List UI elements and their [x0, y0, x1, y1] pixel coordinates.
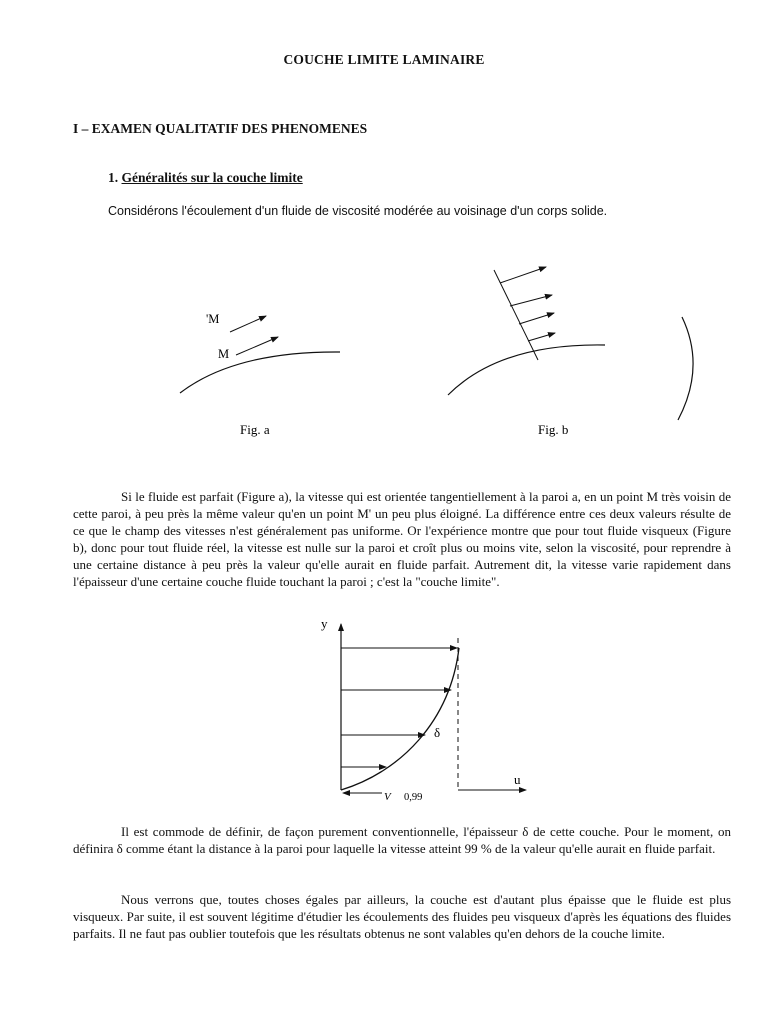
- fig-b-edge-curve: [678, 317, 693, 420]
- delta-label: δ: [434, 725, 441, 740]
- section-heading: I – EXAMEN QUALITATIF DES PHENOMENES: [73, 121, 368, 136]
- subsection-heading: [108, 170, 303, 186]
- paragraph-1-text: Si le fluide est parfait (Figure a), la vitesse qui est orientée tangentiellement à la paroi a, en un point M très voisin de cette paroi, à peu près la même valeur qu'en un point M' un peu plus éloigné. La différence entre ces deux valeurs résulte de ce que le champ des vitesses n'est généralement pas uniforme. Or l'expérience montre que pour tout fluide visqueux (Figure b), donc pour tout fluide réel, la vitesse est nulle sur la paroi et croît plus ou moins vite, selon la viscosité, pour reprendre à une certaine distance à peu près la valeur qu'elle aurait en fluide parfait. Autrement dit, la vitesse varie rapidement dans l'épaisseur d'une certaine couche fluide touchant la paroi ; c'est la "couche limite".: [73, 489, 731, 589]
- fig-b-arrow-2: [510, 295, 552, 306]
- fig-b-caption: Fig. b: [538, 422, 569, 437]
- subsection-label: Généralités sur la couche limite: [121, 170, 303, 185]
- fig-a-caption: Fig. a: [240, 422, 270, 437]
- intro-text: Considérons l'écoulement d'un fluide de viscosité modérée au voisinage d'un corps solide.: [108, 204, 608, 218]
- fig-b-arrow-4: [528, 333, 555, 341]
- v-factor: 0,99: [404, 792, 423, 803]
- fig-a-arrow-m: [236, 337, 278, 355]
- paragraph-2-text: Il est commode de définir, de façon purement conventionnelle, l'épaisseur δ de cette couche. Pour le moment, on définira δ comme étant la distance à la paroi pour laquelle la vitesse atteint 99 % de la valeur qu'elle aurait en fluide parfait.: [73, 824, 731, 856]
- fig-a-label-m: M: [218, 347, 230, 361]
- u-axis-label: u: [514, 772, 521, 787]
- v-label: V: [384, 791, 391, 803]
- fig-a-wall: [180, 352, 340, 393]
- subsection-number: 1.: [108, 170, 119, 185]
- paragraph-3-text: Nous verrons que, toutes choses égales par ailleurs, la couche est d'autant plus épaisse que le fluide est plus visqueux. Par suite, il est souvent légitime d'étudier les écoulements des fluides peu visqueux d'après les équations des fluides parfaits. Il ne faut pas oublier toutefois que les résultats obtenus ne sont valables qu'en dehors de la couche limite.: [73, 892, 731, 941]
- paragraph-2: [73, 823, 731, 857]
- fig-b-normal: [494, 270, 538, 360]
- figures-ab: [0, 255, 768, 445]
- paragraph-1: [73, 488, 731, 590]
- fig-b-arrow-3: [519, 313, 554, 324]
- page-title: COUCHE LIMITE LAMINAIRE: [283, 52, 485, 67]
- fig-a-arrow-mprime: [230, 316, 266, 332]
- paragraph-3: [73, 891, 731, 942]
- velocity-profile-curve: [341, 648, 459, 790]
- y-axis-label: y: [321, 616, 328, 631]
- fig-b-wall: [448, 345, 605, 395]
- velocity-profile-diagram: [0, 612, 768, 812]
- fig-b-arrow-1: [500, 267, 546, 283]
- fig-a-label-mprime: 'M: [206, 312, 220, 326]
